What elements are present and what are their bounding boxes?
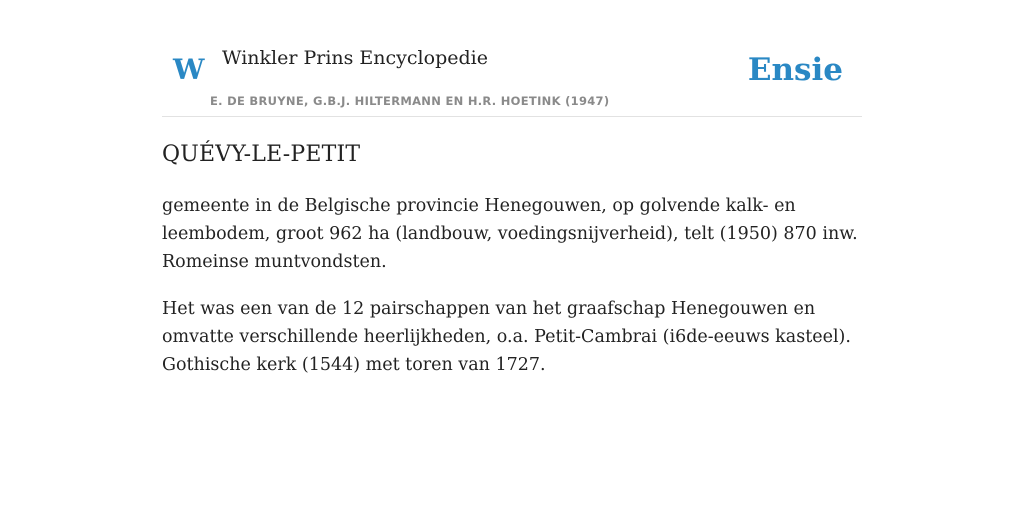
brand-logo[interactable]: Ensie bbox=[747, 52, 843, 88]
source-header bbox=[162, 0, 862, 117]
article-paragraph: Het was een van de 12 pairschappen van het graafschap Henegouwen en omvatte verschillende heerlijkheden, o.a. Petit-Cambrai (i6de-eeuws kasteel). Gothische kerk (1544) met toren van 1727. bbox=[162, 299, 851, 375]
article-paragraph: gemeente in de Belgische provincie Henegouwen, op golvende kalk- en leembodem, groot 962 ha (landbouw, voedingsnijverheid), telt (1950) 870 inw. Romeinse muntvondsten. bbox=[162, 196, 858, 272]
source-logo[interactable]: W bbox=[173, 53, 205, 86]
source-title-link[interactable]: Winkler Prins Encyclopedie bbox=[222, 47, 488, 69]
article-title: QUÉVY-LE-PETIT bbox=[162, 142, 361, 167]
source-authors: E. DE BRUYNE, G.B.J. HILTERMANN EN H.R. HOETINK (1947) bbox=[210, 94, 610, 108]
page-container bbox=[162, 0, 862, 375]
